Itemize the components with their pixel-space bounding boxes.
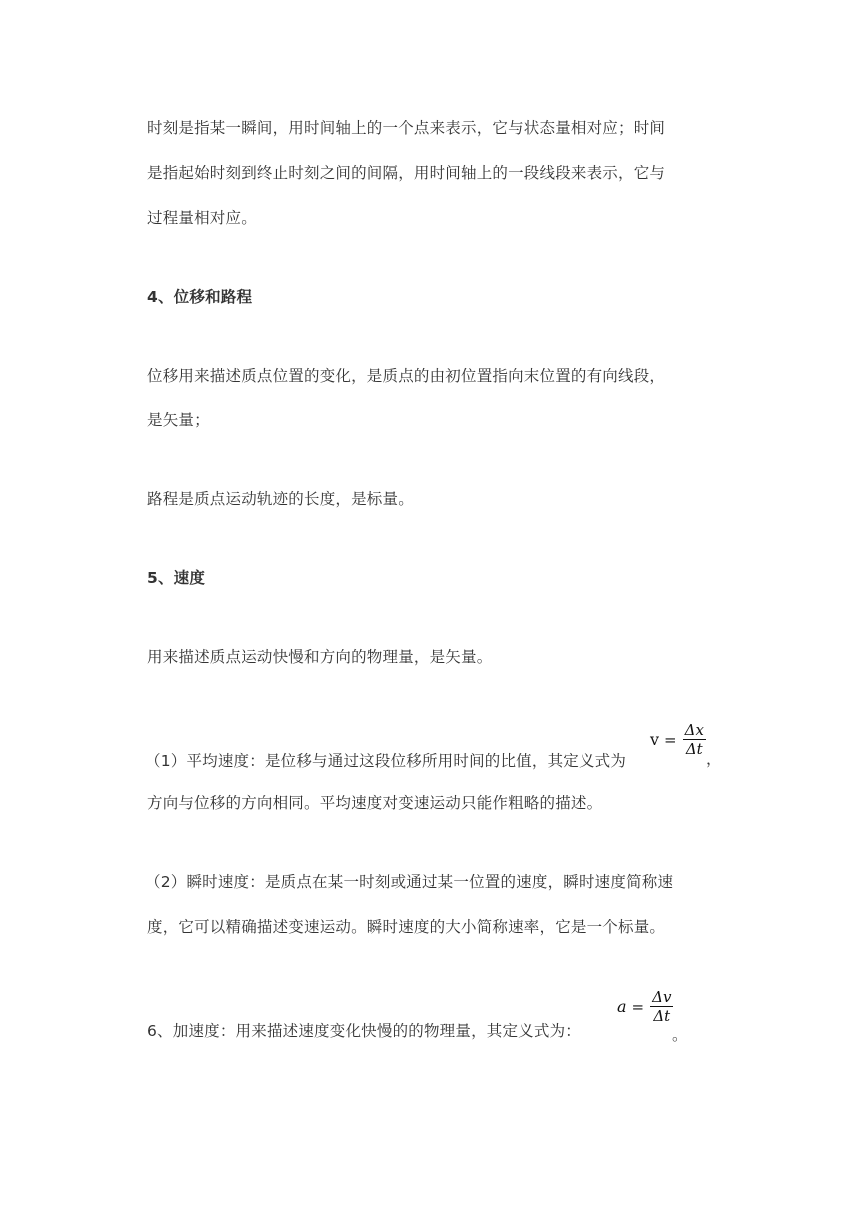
acceleration-formula-denominator: Δt	[653, 1007, 671, 1025]
paragraph-time-line-2: 是指起始时刻到终止时刻之间的间隔，用时间轴上的一段线段来表示，它与	[147, 164, 666, 182]
acceleration-formula-numerator: Δv	[652, 988, 672, 1006]
paragraph-time-line-3: 过程量相对应。	[147, 209, 257, 227]
average-velocity-comma: ，	[706, 750, 722, 768]
velocity-formula-lhs: v	[650, 730, 660, 749]
paragraph-instant-velocity-line-1: （2）瞬时速度：是质点在某一时刻或通过某一位置的速度，瞬时速度简称速	[145, 873, 674, 891]
paragraph-average-velocity-line-1: （1）平均速度：是位移与通过这段位移所用时间的比值，其定义式为	[145, 752, 627, 770]
velocity-formula-numerator: Δx	[684, 721, 704, 739]
heading-velocity: 5、速度	[147, 569, 206, 587]
acceleration-period: 。	[672, 1026, 688, 1044]
paragraph-velocity-def: 用来描述质点运动快慢和方向的物理量，是矢量。	[147, 648, 493, 666]
paragraph-instant-velocity-line-2: 度，它可以精确描述变速运动。瞬时速度的大小简称速率，它是一个标量。	[147, 918, 666, 936]
acceleration-formula	[617, 988, 673, 1025]
acceleration-formula-equals: =	[631, 997, 645, 1016]
velocity-formula-fraction	[683, 721, 706, 758]
paragraph-acceleration: 6、加速度：用来描述速度变化快慢的的物理量，其定义式为：	[147, 1022, 581, 1040]
paragraph-time-line-1: 时刻是指某一瞬间，用时间轴上的一个点来表示，它与状态量相对应；时间	[147, 119, 666, 137]
paragraph-average-velocity-line-2: 方向与位移的方向相同。平均速度对变速运动只能作粗略的描述。	[147, 794, 603, 812]
paragraph-displacement-line-1: 位移用来描述质点位置的变化，是质点的由初位置指向末位置的有向线段，	[147, 367, 666, 385]
acceleration-formula-fraction	[650, 988, 673, 1025]
velocity-formula-equals: =	[664, 730, 677, 749]
acceleration-formula-lhs: a	[617, 997, 627, 1016]
velocity-formula-denominator: Δt	[685, 740, 703, 758]
paragraph-displacement-line-2: 是矢量；	[147, 411, 210, 429]
velocity-formula	[650, 721, 706, 758]
paragraph-distance: 路程是质点运动轨迹的长度，是标量。	[147, 490, 414, 508]
heading-displacement-distance: 4、位移和路程	[147, 288, 253, 306]
